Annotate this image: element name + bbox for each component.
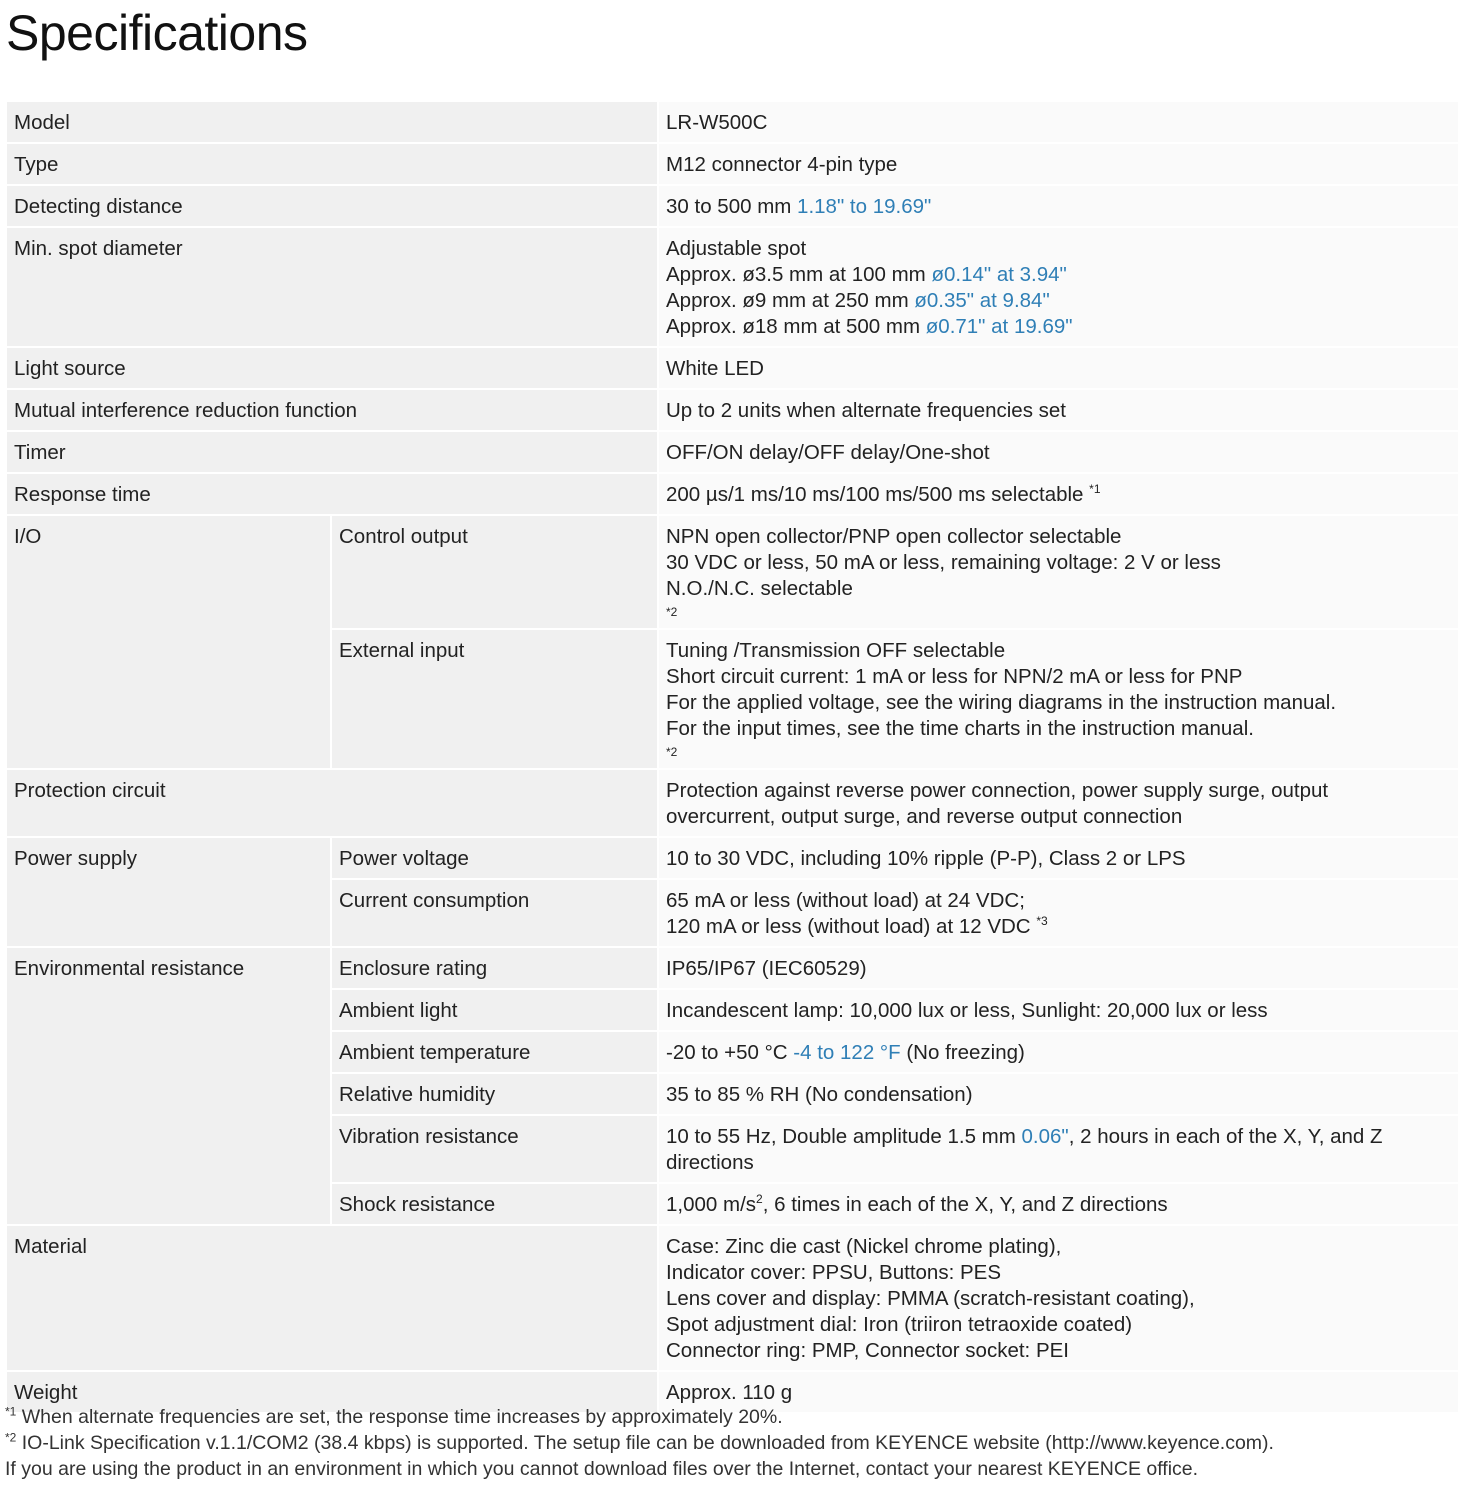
row-value: OFF/ON delay/OFF delay/One-shot	[658, 431, 1459, 473]
row-label: Material	[6, 1225, 658, 1371]
sub-label: Vibration resistance	[331, 1115, 658, 1183]
value-text: , 2 hours in each of the X, Y, and Z	[1068, 1125, 1383, 1148]
sub-label: Relative humidity	[331, 1073, 658, 1115]
row-value: White LED	[658, 347, 1459, 389]
metric-value: -20 to +50 °C	[666, 1041, 788, 1064]
imperial-value: 1.18" to 19.69"	[797, 195, 932, 218]
value-line: directions	[666, 1151, 754, 1174]
row-value	[658, 879, 1459, 947]
row-value	[658, 1031, 1459, 1073]
row-value: IP65/IP67 (IEC60529)	[658, 947, 1459, 989]
value-line: Short circuit current: 1 mA or less for NPN/2 mA or less for PNP	[666, 665, 1243, 688]
footnote-2-continued: If you are using the product in an environment in which you cannot download files over the Internet, contact your nearest KEYENCE office.	[5, 1458, 1199, 1480]
footnote-ref: *2	[666, 745, 678, 759]
table-row	[6, 473, 1459, 515]
value-line: overcurrent, output surge, and reverse output connection	[666, 805, 1183, 828]
row-value	[658, 227, 1459, 347]
row-value: M12 connector 4-pin type	[658, 143, 1459, 185]
metric-value: Approx. ø3.5 mm at 100 mm	[666, 263, 926, 286]
footnote-2	[5, 1430, 1457, 1456]
row-label: Type	[6, 143, 658, 185]
row-label: Environmental resistance	[6, 947, 331, 1225]
row-label: Protection circuit	[6, 769, 658, 837]
page-title: Specifications	[6, 5, 308, 61]
value-line: For the applied voltage, see the wiring diagrams in the instruction manual.	[666, 691, 1337, 714]
row-value	[658, 473, 1459, 515]
row-value	[658, 185, 1459, 227]
value-line: Protection against reverse power connection, power supply surge, output	[666, 779, 1329, 802]
imperial-value: -4 to 122 °F	[793, 1041, 901, 1064]
footnote-ref: *2	[666, 605, 678, 619]
footnote-text: When alternate frequencies are set, the response time increases by approximately 20%.	[16, 1406, 783, 1428]
value-text: (No freezing)	[906, 1041, 1025, 1064]
row-label: Light source	[6, 347, 658, 389]
metric-value: Approx. ø18 mm at 500 mm	[666, 315, 921, 338]
table-row	[6, 143, 1459, 185]
value-line	[666, 314, 1451, 340]
footnotes	[5, 1404, 1457, 1482]
footnote-ref: *1	[1089, 482, 1101, 497]
footnote-mark: *2	[5, 1430, 17, 1445]
row-label: Model	[6, 101, 658, 143]
metric-value: 10 to 55 Hz, Double amplitude 1.5 mm	[666, 1125, 1016, 1148]
table-row	[6, 185, 1459, 227]
row-label: Timer	[6, 431, 658, 473]
value-line: N.O./N.C. selectable	[666, 577, 853, 600]
footnote-text: IO-Link Specification v.1.1/COM2 (38.4 kbps) is supported. The setup file can be downloaded from KEYENCE website (http://www.keyence.com).	[16, 1432, 1274, 1454]
sub-label: Ambient temperature	[331, 1031, 658, 1073]
table-row	[6, 1225, 1459, 1371]
imperial-value: ø0.14" at 3.94"	[931, 263, 1067, 286]
value-line: 30 VDC or less, 50 mA or less, remaining voltage: 2 V or less	[666, 551, 1221, 574]
value-line: Adjustable spot	[666, 237, 807, 260]
sub-label: Power voltage	[331, 837, 658, 879]
row-value	[658, 1115, 1459, 1183]
table-row	[6, 947, 1459, 989]
value-text: 1,000 m/s	[666, 1193, 757, 1216]
sub-label: Current consumption	[331, 879, 658, 947]
table-row	[6, 837, 1459, 879]
value-line	[666, 262, 1451, 288]
value-line: For the input times, see the time charts in the instruction manual.	[666, 717, 1254, 740]
value-line: Tuning /Transmission OFF selectable	[666, 639, 1006, 662]
row-label: Power supply	[6, 837, 331, 947]
row-value: LR-W500C	[658, 101, 1459, 143]
row-value: Incandescent lamp: 10,000 lux or less, Sunlight: 20,000 lux or less	[658, 989, 1459, 1031]
specifications-table	[5, 100, 1460, 1414]
value-line: Case: Zinc die cast (Nickel chrome plating),	[666, 1235, 1062, 1258]
row-label: Min. spot diameter	[6, 227, 658, 347]
table-row	[6, 227, 1459, 347]
table-row	[6, 769, 1459, 837]
row-value	[658, 629, 1459, 769]
value-line	[666, 1124, 1451, 1150]
footnote-ref: *3	[1036, 914, 1048, 929]
imperial-value: ø0.71" at 19.69"	[925, 315, 1073, 338]
exponent: 2	[756, 1192, 763, 1207]
value-line: Connector ring: PMP, Connector socket: PEI	[666, 1339, 1069, 1362]
sub-label: External input	[331, 629, 658, 769]
sub-label: Control output	[331, 515, 658, 629]
table-row	[6, 515, 1459, 629]
imperial-value: ø0.35" at 9.84"	[914, 289, 1050, 312]
metric-value: 30 to 500 mm	[666, 195, 792, 218]
value-line: Spot adjustment dial: Iron (triiron tetraoxide coated)	[666, 1313, 1133, 1336]
value-text: 200 µs/1 ms/10 ms/100 ms/500 ms selectable	[666, 483, 1084, 506]
table-row	[6, 389, 1459, 431]
sub-label: Shock resistance	[331, 1183, 658, 1225]
value-text: , 6 times in each of the X, Y, and Z directions	[762, 1193, 1168, 1216]
sub-label: Enclosure rating	[331, 947, 658, 989]
value-line	[666, 914, 1451, 940]
value-line: NPN open collector/PNP open collector selectable	[666, 525, 1122, 548]
row-value: 10 to 30 VDC, including 10% ripple (P-P), Class 2 or LPS	[658, 837, 1459, 879]
table-row	[6, 101, 1459, 143]
footnote-mark: *1	[5, 1404, 17, 1419]
row-value: 35 to 85 % RH (No condensation)	[658, 1073, 1459, 1115]
row-value	[658, 1183, 1459, 1225]
imperial-value: 0.06"	[1021, 1125, 1069, 1148]
row-value	[658, 769, 1459, 837]
table-row	[6, 431, 1459, 473]
metric-value: Approx. ø9 mm at 250 mm	[666, 289, 909, 312]
value-line: Lens cover and display: PMMA (scratch-resistant coating),	[666, 1287, 1195, 1310]
row-label: Detecting distance	[6, 185, 658, 227]
row-value: Up to 2 units when alternate frequencies set	[658, 389, 1459, 431]
row-label: Mutual interference reduction function	[6, 389, 658, 431]
row-value	[658, 515, 1459, 629]
row-value	[658, 1225, 1459, 1371]
row-label: Response time	[6, 473, 658, 515]
row-value: Approx. 110 g	[658, 1371, 1459, 1413]
value-text: 120 mA or less (without load) at 12 VDC	[666, 915, 1031, 938]
sub-label: Ambient light	[331, 989, 658, 1031]
value-line: 65 mA or less (without load) at 24 VDC;	[666, 889, 1025, 912]
value-line	[666, 288, 1451, 314]
row-label: Weight	[6, 1371, 658, 1413]
table-row	[6, 347, 1459, 389]
footnote-1	[5, 1404, 1457, 1430]
row-label: I/O	[6, 515, 331, 769]
value-line: Indicator cover: PPSU, Buttons: PES	[666, 1261, 1001, 1284]
